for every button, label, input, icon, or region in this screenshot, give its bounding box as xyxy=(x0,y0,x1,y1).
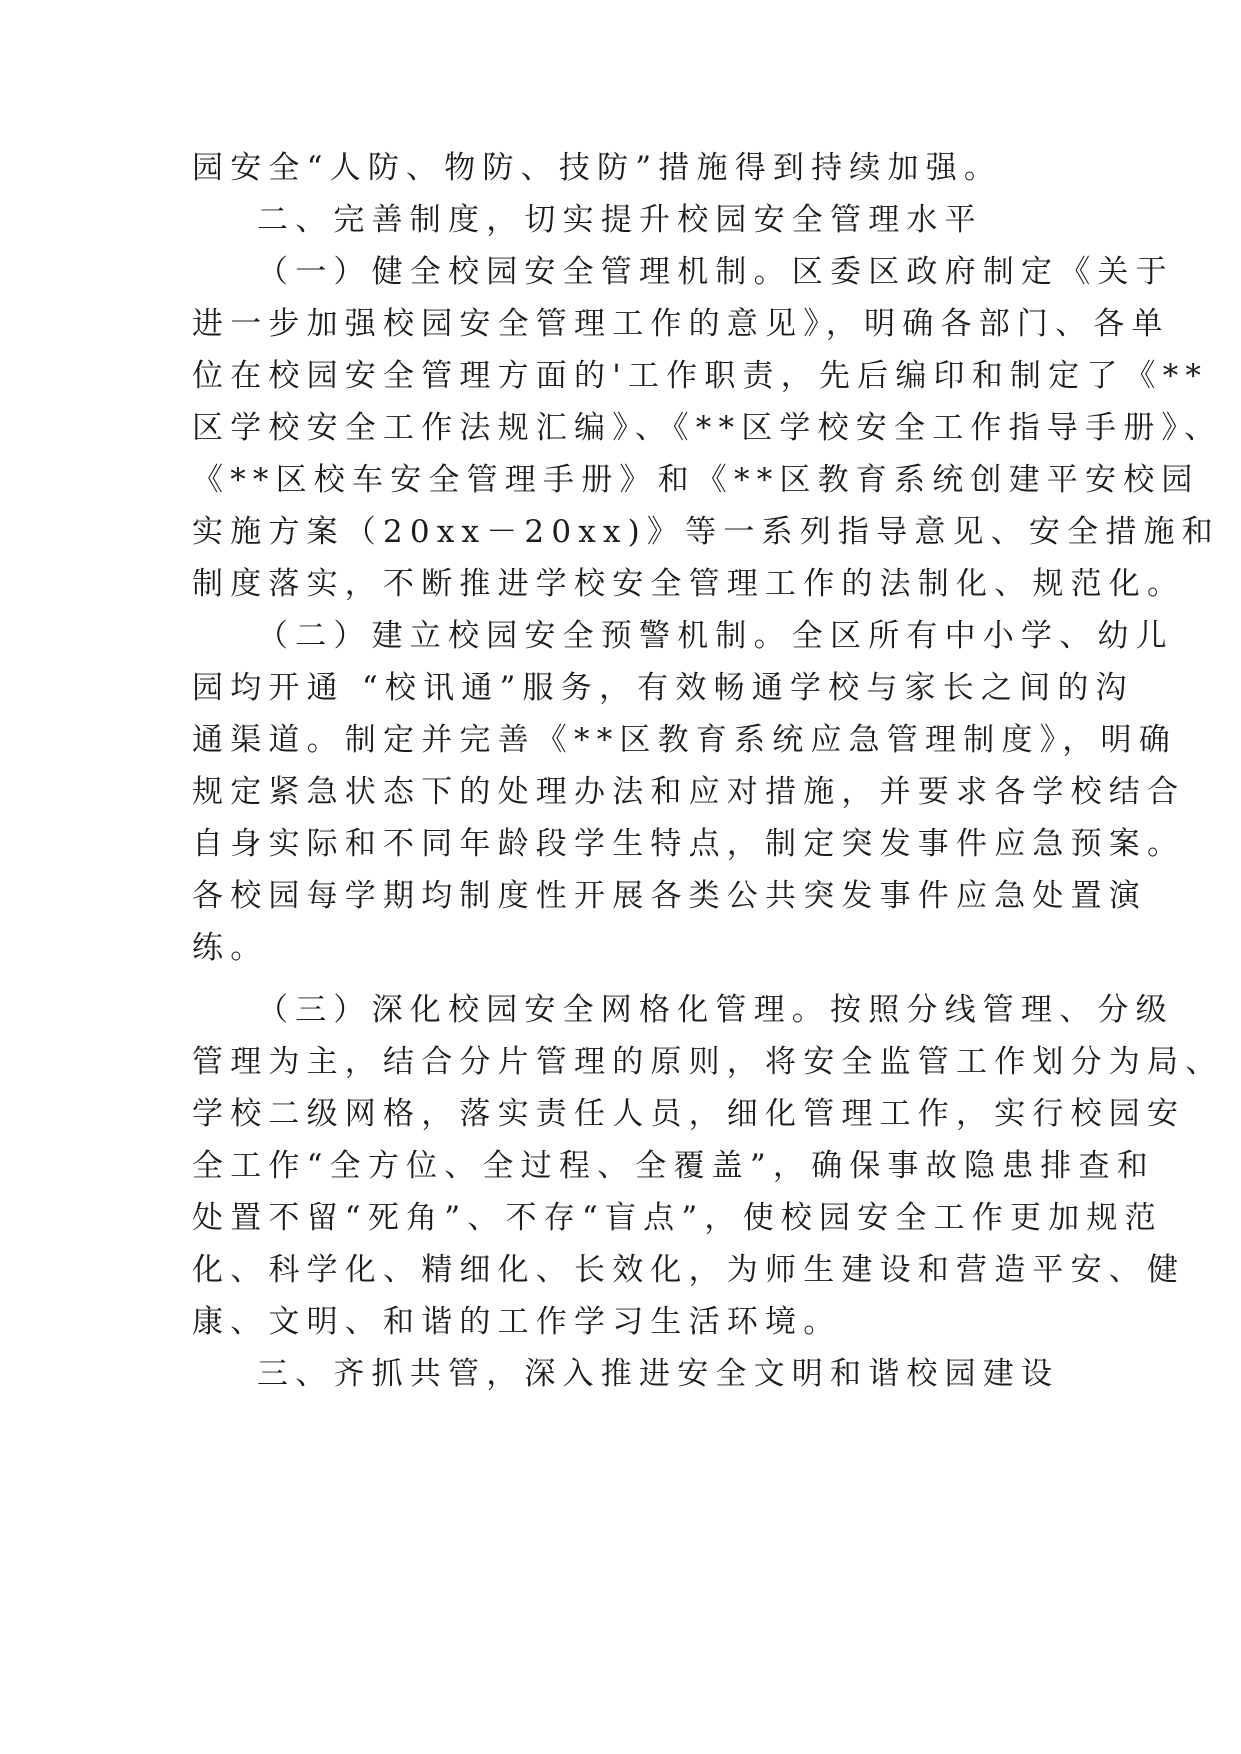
text-line: 管理为主，结合分片管理的原则，将安全监管工作划分为局、 xyxy=(192,1044,1224,1080)
text-line: 位在校园安全管理方面的'工作职责，先后编印和制定了《** xyxy=(192,358,1209,394)
subsection-heading: （一）健全校园安全管理机制。区委区政府制定《关于 xyxy=(257,254,1174,290)
text-line: 通渠道。制定并完善《**区教育系统应急管理制度》，明确 xyxy=(192,722,1177,758)
text-line: 处置不留“死角”、不存“盲点”，使校园安全工作更加规范 xyxy=(192,1200,1163,1236)
text-line: 自身实际和不同年龄段学生特点，制定突发事件应急预案。 xyxy=(192,826,1186,862)
text-line: 园安全“人防、物防、技防”措施得到持续加强。 xyxy=(192,150,1003,186)
text-line: 各校园每学期均制度性开展各类公共突发事件应急处置演 xyxy=(192,878,1147,914)
section-heading: 三、齐抓共管，深入推进安全文明和谐校园建设 xyxy=(257,1356,1060,1392)
text-line: 化、科学化、精细化、长效化，为师生建设和营造平安、健 xyxy=(192,1252,1186,1288)
text-line: 制度落实，不断推进学校安全管理工作的法制化、规范化。 xyxy=(192,566,1186,602)
text-line: 《**区校车安全管理手册》和《**区教育系统创建平安校园 xyxy=(192,462,1200,498)
subsection-heading: （三）深化校园安全网格化管理。按照分线管理、分级 xyxy=(257,992,1174,1028)
section-heading: 二、完善制度，切实提升校园安全管理水平 xyxy=(257,202,983,238)
subsection-heading: （二）建立校园安全预警机制。全区所有中小学、幼儿 xyxy=(257,618,1174,654)
text-line: 康、文明、和谐的工作学习生活环境。 xyxy=(192,1304,842,1340)
text-line: 规定紧急状态下的处理办法和应对措施，并要求各学校结合 xyxy=(192,774,1186,810)
text-line: 练。 xyxy=(192,930,269,966)
text-line: 进一步加强校园安全管理工作的意见》，明确各部门、各单 xyxy=(192,306,1170,342)
text-line: 区学校安全工作法规汇编》、《**区学校安全工作指导手册》、 xyxy=(192,410,1223,446)
text-line: 实施方案（20xx－20xx)》等一系列指导意见、安全措施和 xyxy=(192,514,1220,550)
text-line: 学校二级网格，落实责任人员，细化管理工作，实行校园安 xyxy=(192,1096,1186,1132)
text-line: 园均开通 “校讯通”服务，有效畅通学校与家长之间的沟 xyxy=(192,670,1134,706)
text-line: 全工作“全方位、全过程、全覆盖”，确保事故隐患排查和 xyxy=(192,1148,1155,1184)
